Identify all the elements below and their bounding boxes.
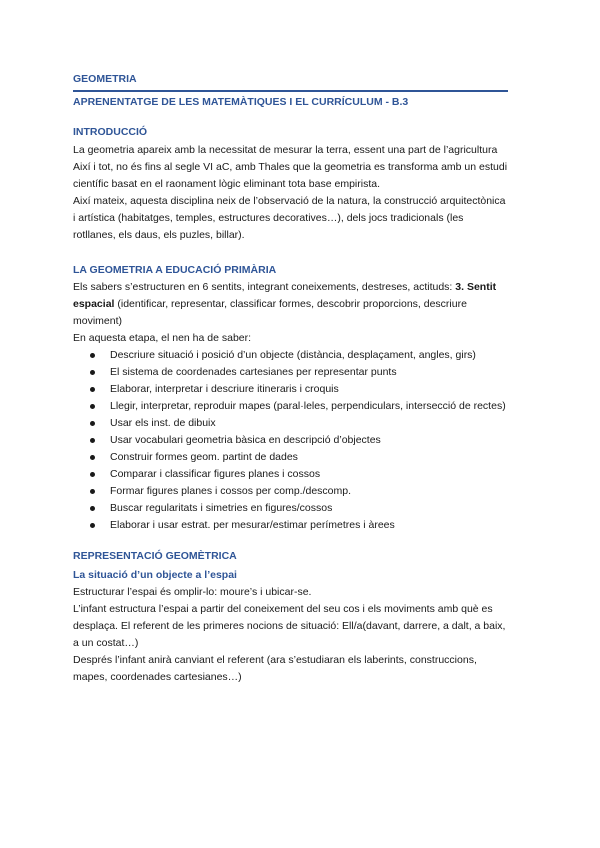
representation-heading: REPRESENTACIÓ GEOMÈTRICA — [73, 550, 237, 562]
list-item — [73, 449, 518, 466]
list-item — [73, 483, 518, 500]
list-item — [73, 415, 518, 432]
list-item — [73, 432, 518, 449]
intro-line: Així mateix, aquesta disciplina neix de l’observació de la natura, la construcció arquitectònica — [73, 195, 506, 207]
intro-paragraph — [73, 142, 513, 244]
bullet-icon — [90, 472, 95, 477]
representation-line: a un costat…) — [73, 637, 139, 649]
skills-bullet-list — [73, 347, 518, 534]
bullet-icon — [90, 506, 95, 511]
list-item-text: Buscar regularitats i simetries en figures/cossos — [110, 502, 333, 514]
representation-paragraph — [73, 584, 513, 686]
list-item-text: Llegir, interpretar, reproduir mapes (paral·leles, perpendiculars, intersecció de rectes) — [110, 400, 506, 412]
representation-line: desplaça. El referent de les primeres nocions de situació: Ell/a(davant, darrere, a dalt, a baix, — [73, 620, 506, 632]
list-item-text: Formar figures planes i cossos per comp./descomp. — [110, 485, 352, 497]
bullet-icon — [90, 421, 95, 426]
intro-line: Així i tot, no és fins al segle VI aC, amb Thales que la geometria es transforma amb un estudi — [73, 161, 508, 173]
representation-line: Després l’infant anirà canviant el referent (ara s’estudiaran els laberints, construccions, — [73, 654, 477, 666]
document-title: GEOMETRIA — [73, 73, 137, 85]
primary-line — [73, 279, 513, 296]
list-item — [73, 364, 518, 381]
list-item — [73, 517, 518, 534]
bullet-icon — [90, 438, 95, 443]
primary-line — [73, 296, 513, 313]
primary-paragraph — [73, 279, 513, 347]
primary-line2-text: (identificar, representar, classificar formes, descobrir proporcions, descriure — [114, 298, 467, 310]
representation-line: Estructurar l’espai és omplir-lo: moure’s i ubicar-se. — [73, 586, 312, 598]
list-item-text: Construir formes geom. partint de dades — [110, 451, 298, 463]
intro-line: rotllanes, els daus, els puzles, billar). — [73, 229, 245, 241]
intro-heading: INTRODUCCIÓ — [73, 126, 148, 138]
representation-subheading: La situació d’un objecte a l’espai — [73, 569, 237, 581]
primary-line1-bold: 3. Sentit — [455, 281, 497, 293]
list-item-text: Usar vocabulari geometria bàsica en descripció d’objectes — [110, 434, 381, 446]
primary-line: En aquesta etapa, el nen ha de saber: — [73, 332, 252, 344]
primary-line: moviment) — [73, 315, 123, 327]
list-item-text: Elaborar i usar estrat. per mesurar/estimar perímetres i àrees — [110, 519, 395, 531]
list-item-text: Descriure situació i posició d’un objecte (distància, desplaçament, angles, girs) — [110, 349, 476, 361]
title-underline — [73, 90, 508, 92]
list-item — [73, 381, 518, 398]
primary-line2-bold: espacial — [73, 298, 115, 310]
list-item-text: Elaborar, interpretar i descriure itineraris i croquis — [110, 383, 339, 395]
intro-line: i artística (habitatges, temples, estructures decoratives…), dels jocs tradicionals (les — [73, 212, 464, 224]
document-subtitle: APRENENTATGE DE LES MATEMÀTIQUES I EL CURRÍCULUM - B.3 — [73, 96, 409, 108]
intro-line: La geometria apareix amb la necessitat de mesurar la terra, essent una part de l’agricultura — [73, 144, 498, 156]
list-item-text: Comparar i classificar figures planes i cossos — [110, 468, 321, 480]
list-item — [73, 398, 518, 415]
bullet-icon — [90, 404, 95, 409]
bullet-icon — [90, 523, 95, 528]
representation-line: mapes, coordenades cartesianes…) — [73, 671, 242, 683]
bullet-icon — [90, 370, 95, 375]
bullet-icon — [90, 387, 95, 392]
primary-line1-text: Els sabers s’estructuren en 6 sentits, integrant coneixements, destreses, actituds: — [73, 281, 456, 293]
list-item-text: El sistema de coordenades cartesianes per representar punts — [110, 366, 397, 378]
primary-heading: LA GEOMETRIA A EDUCACIÓ PRIMÀRIA — [73, 264, 277, 276]
list-item — [73, 500, 518, 517]
intro-line: científic basat en el raonament lògic eliminant tota base empirista. — [73, 178, 380, 190]
list-item — [73, 466, 518, 483]
bullet-icon — [90, 489, 95, 494]
bullet-icon — [90, 455, 95, 460]
list-item-text: Usar els inst. de dibuix — [110, 417, 216, 429]
representation-line: L’infant estructura l’espai a partir del coneixement del seu cos i els moviments amb què es — [73, 603, 493, 615]
bullet-icon — [90, 353, 95, 358]
list-item — [73, 347, 518, 364]
